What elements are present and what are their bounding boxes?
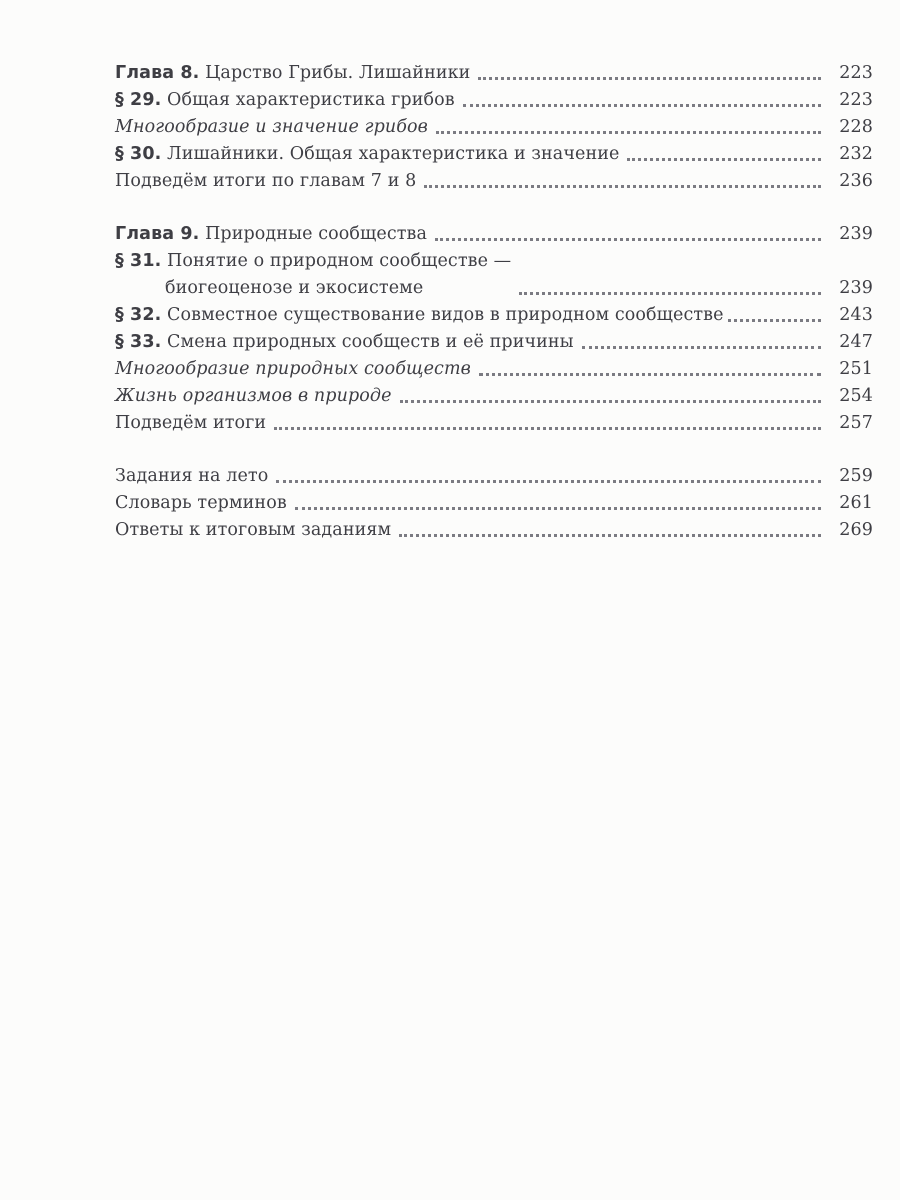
entry-title: Жизнь организмов в природе xyxy=(115,386,392,406)
paragraph-label: § 33. xyxy=(115,332,162,352)
page-number: 228 xyxy=(839,117,873,137)
dot-leader xyxy=(479,373,821,376)
page-number: 247 xyxy=(839,332,873,352)
dot-leader xyxy=(463,104,821,107)
toc-entry[interactable] xyxy=(115,410,873,437)
toc-entry[interactable] xyxy=(115,356,873,383)
chapter-title: Природные сообщества xyxy=(205,224,428,244)
table-of-contents xyxy=(115,60,873,570)
chapter-label: Глава 9. xyxy=(115,224,200,244)
dot-leader xyxy=(478,77,821,80)
page-number: 243 xyxy=(839,305,873,325)
dot-leader xyxy=(436,131,821,134)
page-number: 223 xyxy=(839,90,873,110)
page-number: 261 xyxy=(839,493,873,513)
dot-leader xyxy=(295,507,821,510)
toc-entry[interactable] xyxy=(115,329,873,356)
entry-title: Совместное существование видов в природном сообществе xyxy=(167,305,724,325)
toc-entry[interactable] xyxy=(115,168,873,195)
dot-leader xyxy=(582,346,821,349)
toc-entry[interactable] xyxy=(115,490,873,517)
toc-chapter-heading[interactable] xyxy=(115,60,873,87)
page-number: 254 xyxy=(839,386,873,406)
page-number: 257 xyxy=(839,413,873,433)
entry-title: Подведём итоги по главам 7 и 8 xyxy=(115,171,417,191)
dot-leader xyxy=(435,238,821,241)
toc-entry[interactable] xyxy=(115,463,873,490)
paragraph-label: § 29. xyxy=(115,90,162,110)
dot-leader xyxy=(400,400,821,403)
toc-entry[interactable] xyxy=(115,87,873,114)
entry-title: Задания на лето xyxy=(115,466,269,486)
page-number: 269 xyxy=(839,520,873,540)
paragraph-label: § 30. xyxy=(115,144,162,164)
toc-section-chapter-8 xyxy=(115,60,873,195)
page-number: 239 xyxy=(839,224,873,244)
entry-title: Лишайники. Общая характеристика и значение xyxy=(167,144,620,164)
chapter-label: Глава 8. xyxy=(115,63,200,83)
dot-leader xyxy=(424,185,821,188)
page-number: 232 xyxy=(839,144,873,164)
dot-leader xyxy=(728,319,821,322)
entry-title: Ответы к итоговым заданиям xyxy=(115,520,392,540)
toc-section-appendix xyxy=(115,463,873,544)
paragraph-label: § 32. xyxy=(115,305,162,325)
toc-entry[interactable] xyxy=(115,141,873,168)
page-number: 251 xyxy=(839,359,873,379)
dot-leader xyxy=(627,158,821,161)
entry-title: Общая характеристика грибов xyxy=(167,90,455,110)
dot-leader xyxy=(399,534,821,537)
entry-title: Подведём итоги xyxy=(115,413,267,433)
entry-title-line-1: Понятие о природном сообществе — xyxy=(167,251,512,271)
dot-leader xyxy=(274,427,821,430)
dot-leader xyxy=(519,292,821,295)
page-number: 259 xyxy=(839,466,873,486)
entry-title: Смена природных сообществ и её причины xyxy=(167,332,574,352)
entry-title: Многообразие природных сообществ xyxy=(115,359,471,379)
page-number: 223 xyxy=(839,63,873,83)
entry-title: Словарь терминов xyxy=(115,493,287,513)
dot-leader xyxy=(276,480,821,483)
toc-entry[interactable] xyxy=(115,114,873,141)
chapter-title: Царство Грибы. Лишайники xyxy=(205,63,471,83)
entry-title: Многообразие и значение грибов xyxy=(115,117,428,137)
toc-entry[interactable] xyxy=(115,302,873,329)
page-number: 236 xyxy=(839,171,873,191)
toc-entry[interactable] xyxy=(115,383,873,410)
toc-section-chapter-9 xyxy=(115,221,873,437)
toc-entry[interactable] xyxy=(115,248,873,302)
toc-chapter-heading[interactable] xyxy=(115,221,873,248)
entry-title-line-2: биогеоценозе и экосистеме xyxy=(165,278,424,298)
page-number: 239 xyxy=(839,278,873,298)
toc-entry[interactable] xyxy=(115,517,873,544)
paragraph-label: § 31. xyxy=(115,251,162,271)
